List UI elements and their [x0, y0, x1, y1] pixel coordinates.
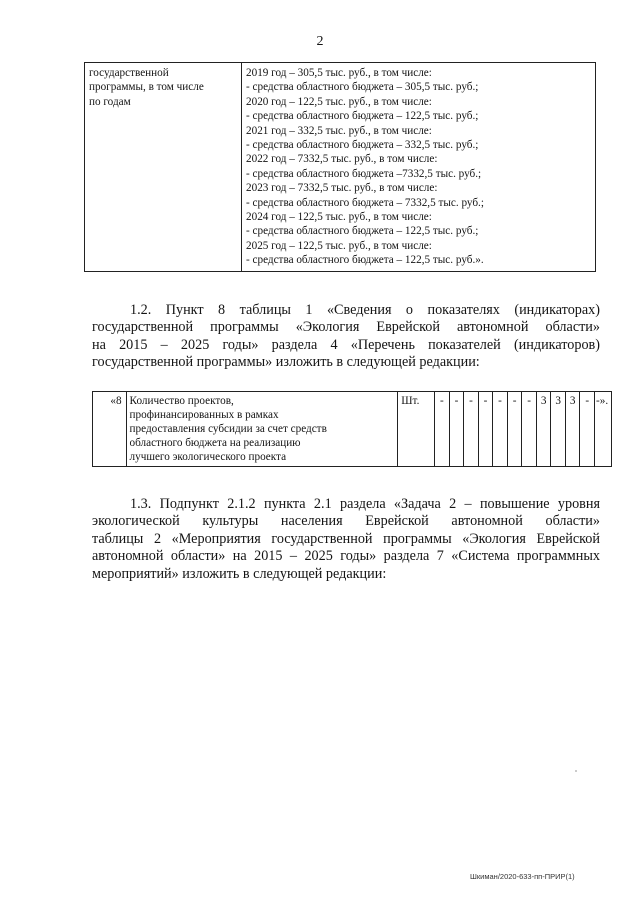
funding-line: 2024 год – 122,5 тыс. руб., в том числе: [246, 211, 432, 224]
funding-label-line: по годам [89, 95, 131, 108]
paragraph-line: мероприятий» изложить в следующей редакции: [92, 565, 387, 582]
indicator-number: «8 [93, 392, 127, 467]
funding-table [84, 62, 596, 272]
paragraph-line: автономной области» на 2015 – 2025 годы» раздела 7 «Система программных [92, 548, 600, 565]
indicator-value: - [464, 392, 479, 467]
paragraph-line: государственной программы «Экология Еврейской автономной области» [92, 319, 600, 336]
indicator-value: - [522, 392, 537, 467]
funding-line: 2023 год – 7332,5 тыс. руб., в том числе: [246, 182, 438, 195]
funding-line: - средства областного бюджета – 305,5 тыс. руб.; [246, 81, 479, 94]
page-number: 2 [316, 34, 324, 49]
document-footer-code: Шкиман/2020-633-пп-ПРИР(1) [470, 872, 575, 881]
paragraph-line: 1.3. Подпункт 2.1.2 пункта 2.1 раздела «Задача 2 – повышение уровня [130, 496, 600, 512]
funding-line: - средства областного бюджета – 122,5 тыс. руб.; [246, 110, 479, 123]
indicator-name-line: профинансированных в рамках [129, 409, 279, 421]
indicator-value: - [449, 392, 464, 467]
funding-line: - средства областного бюджета – 122,5 тыс. руб.». [246, 254, 484, 267]
paragraph-line: экологической культуры населения Еврейской автономной области» [92, 513, 600, 530]
paragraph-line: 1.2. Пункт 8 таблицы 1 «Сведения о показателях (индикаторах) [130, 302, 600, 318]
paragraph-line: государственной программы» изложить в следующей редакции: [92, 354, 480, 371]
indicator-value: - [435, 392, 450, 467]
indicator-value: 3 [551, 392, 566, 467]
indicator-name-line: лучшего экологического проекта [129, 451, 287, 463]
paragraph-1-2 [92, 302, 600, 372]
indicator-unit: Шт. [398, 392, 435, 467]
funding-line: - средства областного бюджета –7332,5 тыс. руб.; [246, 167, 482, 180]
scan-speck [575, 770, 577, 772]
funding-label-cell [85, 63, 242, 272]
indicator-value: - [478, 392, 493, 467]
paragraph-line: на 2015 – 2025 годы» раздела 4 «Перечень показателей (индикаторов) [92, 336, 600, 353]
indicator-value-last: -». [595, 392, 612, 467]
indicator-value: 3 [565, 392, 580, 467]
funding-label-line: государственной [89, 67, 169, 79]
funding-line: 2021 год – 332,5 тыс. руб., в том числе: [246, 124, 432, 137]
funding-label-line: программы, в том числе [89, 81, 204, 94]
funding-line: 2020 год – 122,5 тыс. руб., в том числе: [246, 95, 432, 108]
table-row [93, 392, 612, 467]
funding-line: - средства областного бюджета – 332,5 тыс. руб.; [246, 139, 479, 152]
indicator-name-line: предоставления субсидии за счет средств [129, 423, 327, 435]
funding-line: - средства областного бюджета – 7332,5 тыс. руб.; [246, 196, 484, 209]
paragraph-line: таблицы 2 «Мероприятия государственной программы «Экология Еврейской [92, 530, 600, 547]
funding-line: - средства областного бюджета – 122,5 тыс. руб.; [246, 225, 479, 238]
indicator-value: 3 [536, 392, 551, 467]
funding-values-cell [242, 63, 596, 272]
indicator-name-line: Количество проектов, [129, 395, 234, 407]
table-row [85, 63, 596, 272]
paragraph-1-3 [92, 496, 600, 583]
indicator-table [92, 391, 612, 467]
funding-line: 2025 год – 122,5 тыс. руб., в том числе: [246, 239, 432, 252]
funding-line: 2022 год – 7332,5 тыс. руб., в том числе: [246, 153, 438, 166]
indicator-name-line: областного бюджета на реализацию [129, 437, 301, 449]
indicator-name-cell [126, 392, 398, 467]
indicator-value: - [580, 392, 595, 467]
funding-line: 2019 год – 305,5 тыс. руб., в том числе: [246, 67, 432, 79]
indicator-value: - [493, 392, 508, 467]
indicator-value: - [507, 392, 522, 467]
